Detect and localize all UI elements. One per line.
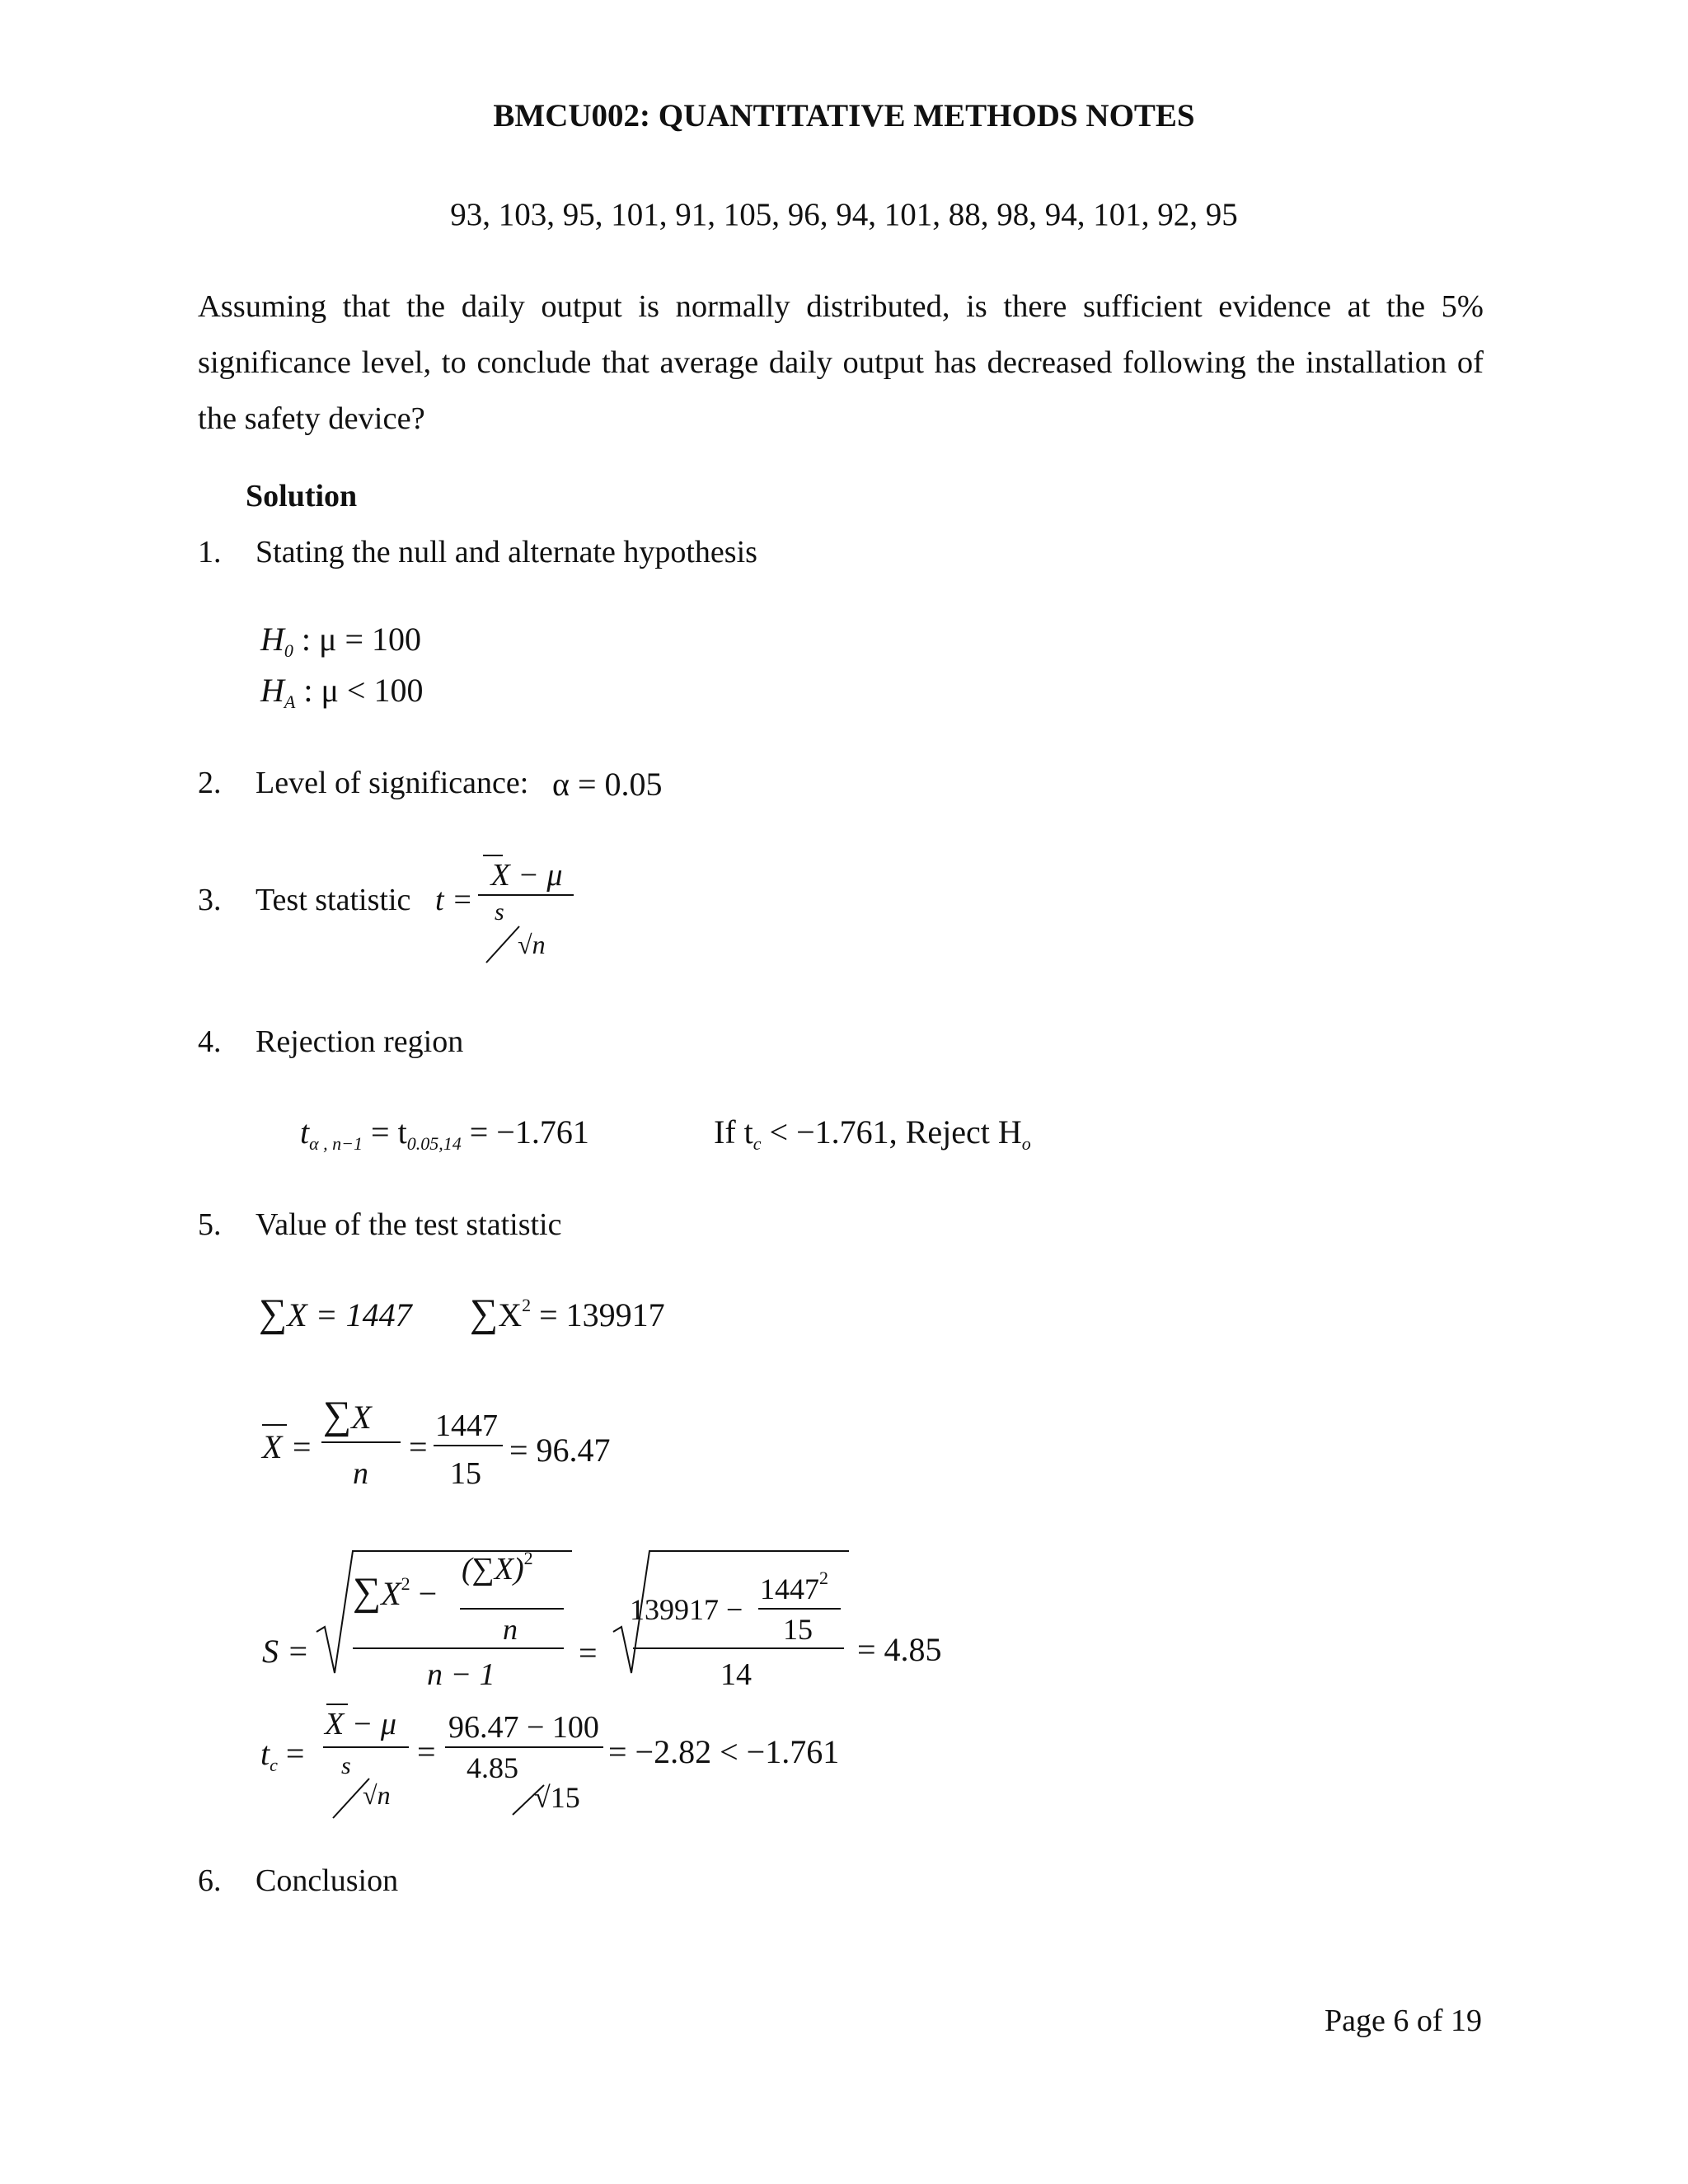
h0-relation: : μ = 100 [301,621,422,658]
alpha-value: α = 0.05 [552,766,663,803]
tc-s: s [341,1752,351,1779]
test-stat-s: s [495,898,504,926]
step-5-label: Value of the test statistic [256,1207,562,1242]
mean-den2: 15 [450,1456,481,1491]
mean-denominator: n [353,1456,368,1491]
stdev-den: n − 1 [427,1657,495,1692]
tc-lhs: $t_c$ = [260,1735,305,1775]
stdev-n2a: 139917 − [630,1593,743,1626]
step-5-number: 5. [198,1207,222,1242]
step-4-label: Rejection region [256,1024,464,1059]
mean-lhs: X = [262,1428,313,1465]
rejection-rule: If $t_c < -1.761$, Reject $H_o$ [714,1113,1031,1154]
stdev-inner-n: n [503,1613,518,1646]
solution-heading: Solution [246,479,358,513]
stdev-equals: = [579,1634,598,1671]
step-3-number: 3. [198,883,222,917]
ha-sub: A [284,691,296,712]
stdev-num-a: $\sum X^2$ − [353,1570,438,1614]
step-1-number: 1. [198,535,222,569]
question-paragraph: Assuming that the daily output is normally distributed, is there sufficient evidence at the 5% significance level, to conclude that average daily output has decreased following the installation of the safety device? [198,289,1484,436]
tc-num2: 96.47 − 100 [448,1710,599,1745]
alt-hypothesis [260,671,423,713]
step-6-label: Conclusion [256,1863,399,1898]
tc-equals: = [417,1733,436,1770]
tc-den2-n: √15 [534,1781,580,1814]
critical-value: $t_{\alpha , n-1} = t_{0.05,14} = -1.761$ [300,1113,589,1154]
step-3-label: Test statistic [256,883,411,917]
test-stat-numerator: X − μ [490,858,563,893]
mean-numerator: ∑X [323,1394,372,1437]
sigma-icon: ∑ [259,1291,288,1335]
stdev-n2c: 15 [783,1613,813,1646]
page-title: BMCU002: QUANTITATIVE METHODS NOTES [493,98,1195,134]
step-4-number: 4. [198,1024,222,1059]
stdev-num-b: $(\sum X)^2$ [462,1548,533,1586]
mean-result: = 96.47 [509,1432,611,1469]
ha-symbol: H [260,672,284,709]
tc-numerator: X − μ [325,1707,396,1741]
sigma-icon: ∑ [470,1291,499,1335]
tc-den2-s: 4.85 [467,1751,518,1784]
h0-sub: 0 [284,640,293,661]
step-6-number: 6. [198,1863,222,1898]
stdev-result: = 4.85 [857,1631,942,1668]
step-2-number: 2. [198,766,222,800]
step-1-label: Stating the null and alternate hypothesis [256,535,757,569]
sum-x: ∑X = 1447 [259,1291,412,1335]
mean-equals: = [409,1428,428,1465]
step-2-label: Level of significance: [256,766,529,800]
h0-symbol: H [260,621,284,658]
ha-relation: : μ < 100 [303,672,424,709]
tc-result: = −2.82 < −1.761 [608,1733,840,1770]
data-values-line: 93, 103, 95, 101, 91, 105, 96, 94, 101, 88, 98, 94, 101, 92, 95 [450,197,1238,232]
stdev-lhs: S = [262,1633,309,1670]
mean-bar [262,1422,295,1427]
stdev-den2: 14 [720,1657,752,1692]
mean-fraction-line [321,1441,404,1444]
null-hypothesis [260,620,421,662]
page-number: Page 6 of 19 [1324,2004,1482,2038]
mean-fraction-line-2 [434,1444,508,1447]
test-stat-lhs: t = [435,883,473,917]
sum-x-squared: $\sum X^2 = 139917$ [470,1291,665,1335]
test-stat-sqrt-n: √n [518,930,546,959]
tc-sqrt-n: √n [363,1780,391,1810]
mean-num2: 1447 [435,1408,498,1443]
stdev-n2b: 1447$^2$ [760,1568,828,1605]
